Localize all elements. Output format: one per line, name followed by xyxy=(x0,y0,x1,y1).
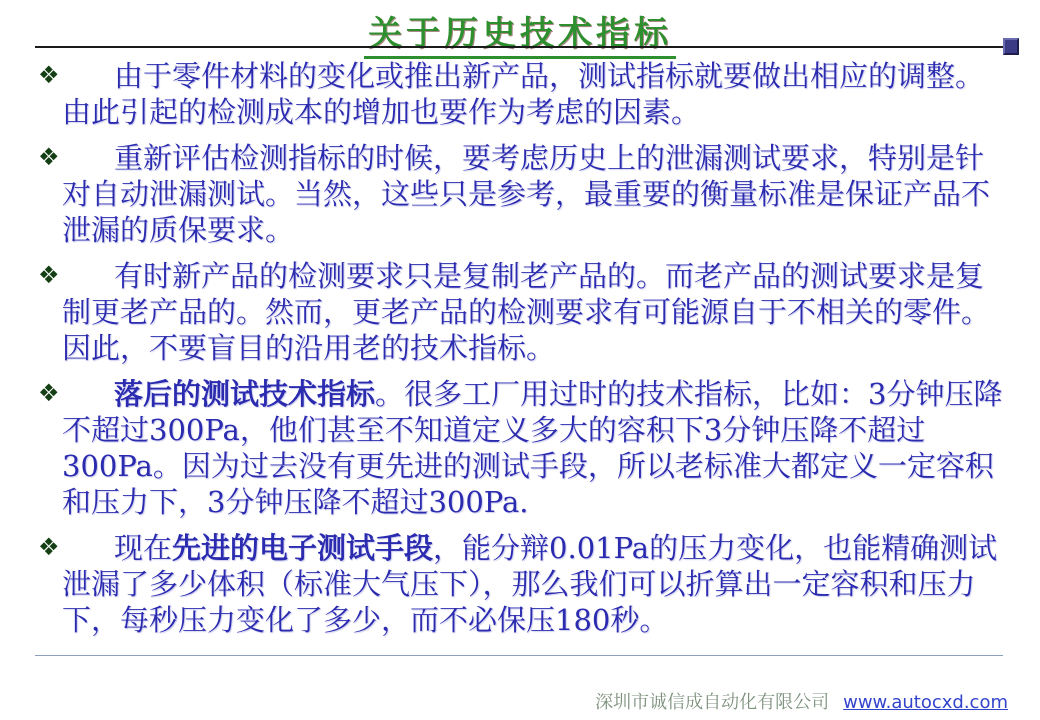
company-name: 深圳市诚信成自动化有限公司 xyxy=(595,692,830,713)
diamond-bullet-icon: ❖ xyxy=(38,379,60,407)
title-bar xyxy=(0,6,1040,59)
bullet-item xyxy=(36,140,1004,248)
footer-divider xyxy=(35,655,1003,656)
bullet-text: 落后的测试技术指标。很多工厂用过时的技术指标，比如：3分钟压降不超过300Pa，他们甚至不知道定义多大的容积下3分钟压降不超过300Pa。因为过去没有更先进的测试手段，所以老标准大都定义一定容积和压力下，3分钟压降不超过300Pa. xyxy=(62,377,1003,519)
bullet-item xyxy=(36,258,1004,366)
title-divider xyxy=(35,46,1003,48)
bullet-text: 重新评估检测指标的时候，要考虑历史上的泄漏测试要求，特别是针对自动泄漏测试。当然，这些只是参考，最重要的衡量标准是保证产品不泄漏的质保要求。 xyxy=(62,141,991,247)
diamond-bullet-icon: ❖ xyxy=(38,533,60,561)
bullet-item xyxy=(36,58,1004,130)
bullet-text: 由于零件材料的变化或推出新产品，测试指标就要做出相应的调整。由此引起的检测成本的增加也要作为考虑的因素。 xyxy=(62,59,985,129)
diamond-bullet-icon: ❖ xyxy=(38,143,60,171)
bullet-list xyxy=(36,58,1004,648)
bullet-text: 有时新产品的检测要求只是复制老产品的。而老产品的测试要求是复制更老产品的。然而，更老产品的检测要求有可能源自于不相关的零件。因此，不要盲目的沿用老的技术指标。 xyxy=(62,259,991,365)
website-link[interactable]: www.autocxd.com xyxy=(843,692,1008,713)
diamond-bullet-icon: ❖ xyxy=(38,61,60,89)
bullet-item xyxy=(36,530,1004,638)
footer xyxy=(0,688,1008,714)
bullet-item xyxy=(36,376,1004,520)
bullet-text: 现在先进的电子测试手段，能分辩0.01Pa的压力变化，也能精确测试泄漏了多少体积（标准大气压下），那么我们可以折算出一定容积和压力下，每秒压力变化了多少，而不必保压180秒。 xyxy=(62,531,998,637)
page-title: 关于历史技术指标 xyxy=(364,6,676,59)
diamond-bullet-icon: ❖ xyxy=(38,261,60,289)
corner-accent-square xyxy=(1003,38,1019,55)
